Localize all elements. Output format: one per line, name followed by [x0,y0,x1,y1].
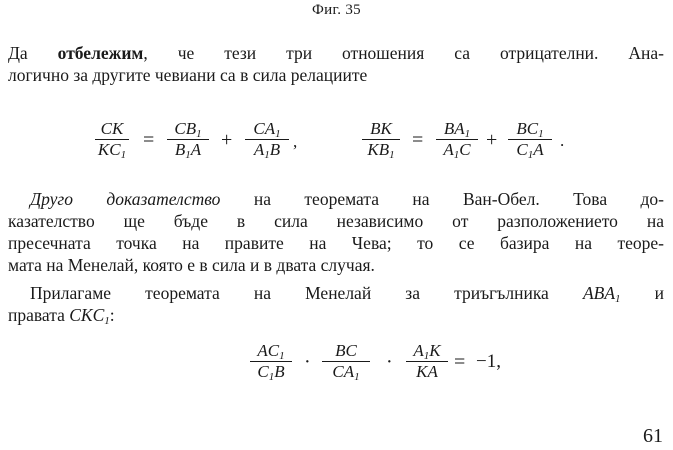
formula3-equals: = [454,351,466,373]
paragraph-1 [8,42,664,86]
formula1-ck-denominator: $KC_1$ [97,140,127,161]
formula1-plus: + [221,129,233,151]
para2-line-3: пресечната точка на правите на Чева; то се базира на теоре- [8,233,664,253]
formula3-rhs: −1, [476,351,501,372]
para1-line1-rest: , че тези три отношения са отрицателни. Ана- [143,43,664,63]
formula-2 [362,120,582,164]
line-label: $CKC_1$ [69,305,110,327]
para1-line-1 [8,42,664,64]
para1-line-2: логично за другите чевиани са в сила релациите [8,65,368,85]
paragraph-2 [8,188,664,276]
formula1-fraction-cb1: $CB_1$ $B_1A$ [167,120,209,159]
formula1-fraction-ck [95,120,129,159]
formula3-fraction-ac1: $AC_1$ $C_1B$ [250,342,292,381]
page-number: 61 [643,425,663,447]
formula2-fraction-bk: BK $KB_1$ [362,120,400,159]
formula3-fraction-a1k: $A_1K$ KA [406,342,448,381]
formula2-fraction-bc1: $BC_1$ $C_1A$ [508,120,552,159]
para3-line-1: Прилагаме теоремата на Менелай за триъгълника $ABA_1$ и [30,283,664,305]
figure-caption: Фиг. 35 [312,2,361,18]
triangle-label: $ABA_1$ [582,283,621,305]
para2-italic-phrase: Друго доказателство [30,189,221,209]
para2-line-1: Друго доказателство на теоремата на Ван-Обел. Това до- [30,189,664,209]
formula2-equals: = [412,129,424,151]
formula1-comma: , [293,132,298,151]
formula3-dot-1: · [304,351,311,373]
formula2-plus: + [486,129,498,151]
para2-line-2: казателство ще бъде в сила независимо от разположението на [8,211,664,231]
formula2-fraction-ba1: $BA_1$ $A_1C$ [436,120,478,159]
formula1-equals: = [143,129,155,151]
formula3-fraction-bc: BC $CA_1$ [322,342,370,381]
formula1-ck-numerator: CK [100,119,124,138]
formula-3 [250,342,540,386]
para3-line-2: правата $CKC_1$: [8,305,115,327]
formula1-fraction-ca1: $CA_1$ $A_1B$ [245,120,289,159]
formula-1 [95,120,315,164]
formula3-dot-2: · [386,351,393,373]
paragraph-3 [8,282,664,326]
formula2-bk-numerator: BK [370,119,392,138]
para1-line1-prefix: Да [8,43,58,63]
formula2-period: . [560,131,565,150]
para2-line-4: мата на Менелай, която е в сила и в двата случая. [8,255,375,275]
para1-bold-word: отбележим [57,43,144,63]
